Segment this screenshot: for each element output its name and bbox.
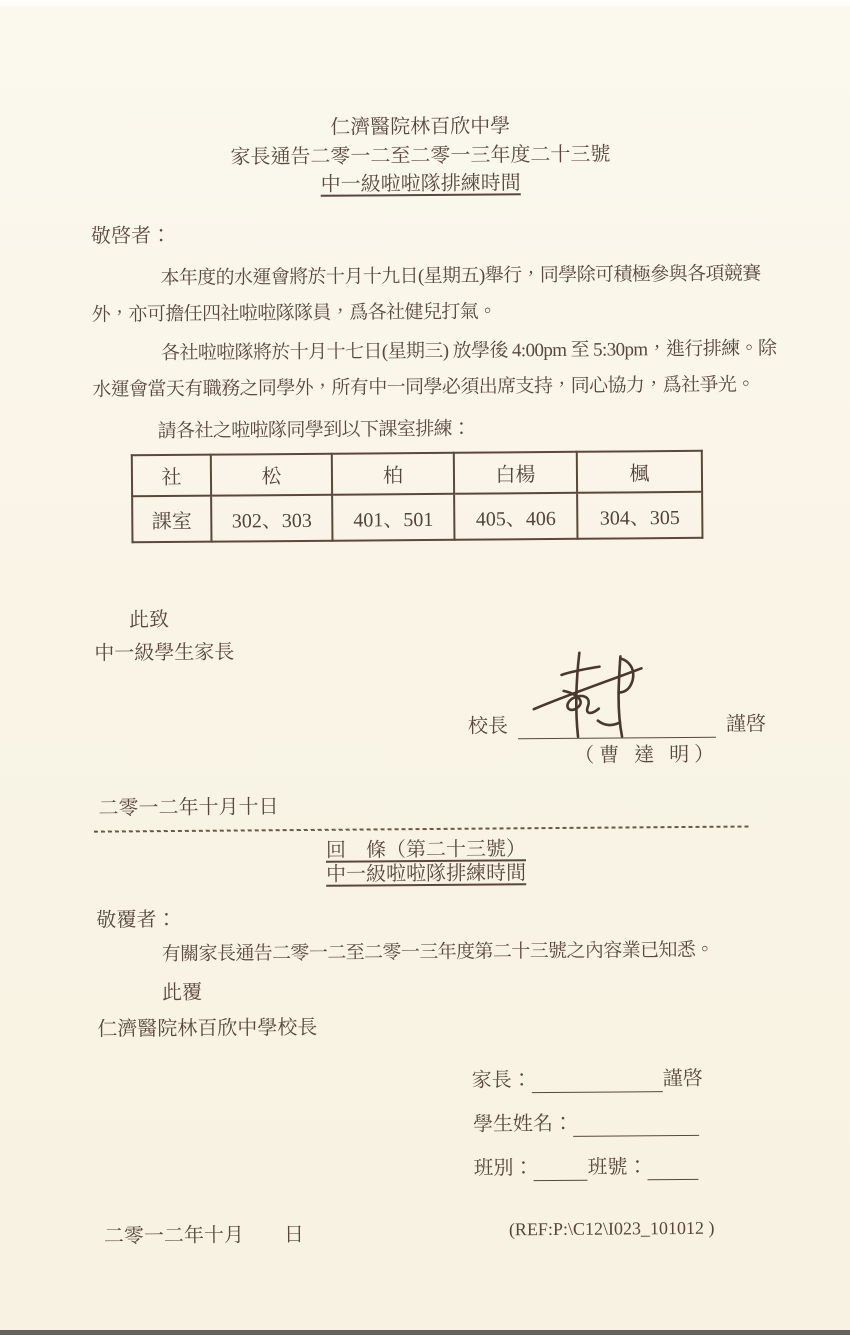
table-cell: 405、406 [454,493,577,540]
parent-signature-line [532,1071,663,1093]
reply-slip-title: 回 條（第二十三號） [325,838,526,862]
parent-sign-row [472,1066,703,1094]
class-no-label: 班號： [587,1156,648,1179]
principal-signature-line [518,717,716,740]
reference-code: (REF:P:\C12\I023_101012 ) [508,1217,715,1240]
table-cell: 302、303 [211,495,332,542]
table-cell: 304、305 [577,492,702,539]
table-header-cell: 白楊 [454,452,577,494]
closing-recipient: 中一級學生家長 [94,641,235,665]
principal-closing-word: 謹啓 [725,713,767,736]
student-name-row [473,1110,699,1138]
notice-subject: 中一級啦啦隊排練時間 [320,172,521,196]
table-header-cell: 柏 [332,453,454,495]
principal-name: （曹 達 明） [574,743,720,767]
reply-body: 有關家長通告二零一二至二零一三年度第二十三號之內容業已知悉。 [161,939,714,966]
table-header-cell: 楓 [577,451,702,493]
scan-edge-bottom [0,1330,850,1335]
classroom-table [131,450,704,543]
paragraph-2-line-2: 水運會當天有職務之同學外，所有中一同學必須出席支持，同心協力，爲社爭光。 [92,374,755,401]
paragraph-1-line-2: 外，亦可擔任四社啦啦隊隊員，爲各社健兒打氣。 [91,301,497,326]
table-row [132,492,702,542]
reply-salutation: 敬覆者： [96,908,177,932]
reply-date-line: 二零一二年十月 日 [103,1223,305,1248]
table-header-cell: 社 [132,455,211,497]
class-row [473,1154,698,1182]
closing-to-label: 此致 [129,609,170,632]
parent-closing-word: 謹啓 [662,1067,703,1091]
principal-label: 校長 [467,715,509,738]
table-cell: 課室 [132,496,211,543]
paragraph-2-line-1: 各社啦啦隊將於十月十七日(星期三) 放學後 4:00pm 至 5:30pm，進行排練。除 [160,338,777,365]
reply-closing: 此覆 [161,981,203,1005]
table-header-cell: 松 [211,454,332,496]
class-no-line [647,1159,698,1180]
reply-addressee: 仁濟醫院林百欣中學校長 [97,1016,318,1041]
reply-slip-subject: 中一級啦啦隊排練時間 [326,862,527,886]
class-label: 班別： [473,1157,534,1180]
school-name: 仁濟醫院林百欣中學 [330,115,511,139]
student-name-line [573,1115,699,1137]
notice-number-line: 家長通告二零一二至二零一三年度二十三號 [230,143,611,169]
paragraph-3: 請各社之啦啦隊同學到以下課室排練： [157,418,471,443]
student-name-label: 學生姓名： [472,1112,574,1136]
class-line [533,1160,587,1181]
principal-sign-row [468,711,766,739]
table-cell: 401、501 [332,494,454,541]
salutation: 敬啓者： [90,224,172,248]
table-header-row [132,451,702,496]
paragraph-1-line-1: 本年度的水運會將於十月十九日(星期五)舉行，同學除可積極參與各項競賽 [160,263,761,290]
notice-date: 二零一二年十月十日 [98,796,279,820]
parent-label: 家長： [471,1069,532,1092]
cut-dashed-line [94,825,751,832]
